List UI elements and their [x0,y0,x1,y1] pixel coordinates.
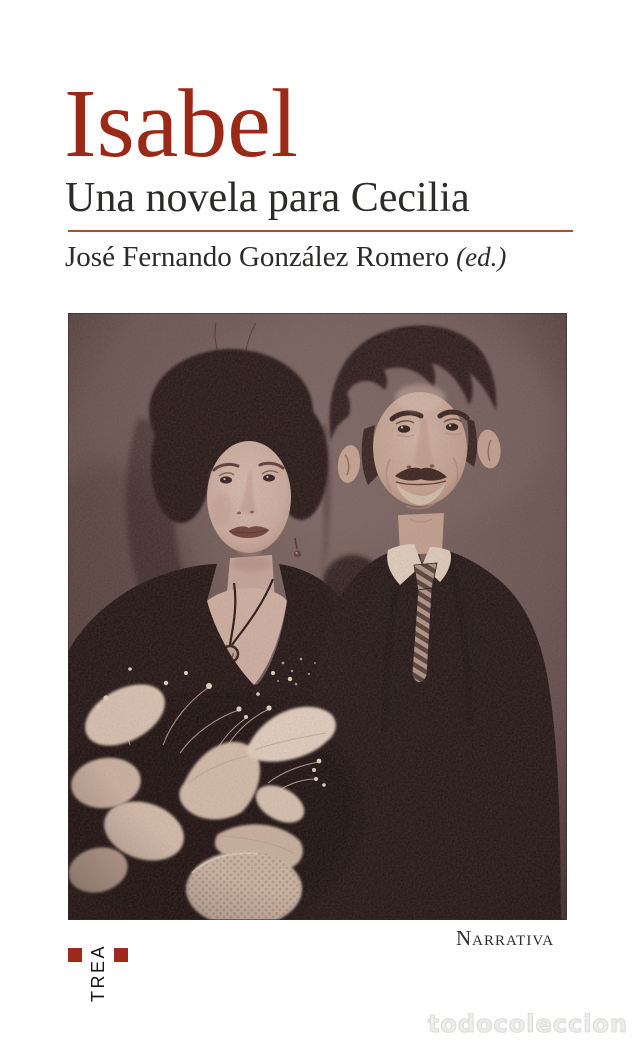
book-subtitle: Una novela para Cecilia [65,175,470,221]
editor-label: (ed.) [456,242,507,272]
author-name: José Fernando González Romero [65,241,450,273]
logo-square-right [114,948,128,962]
cover-photo-illustration [68,313,567,920]
divider-rule [68,230,573,232]
cover-photo [68,313,567,920]
logo-square-left [68,948,82,962]
watermark: todocoleccion [427,1010,628,1038]
photo-grain [68,313,567,920]
author-line [65,243,506,272]
book-title: Isabel [64,70,298,178]
publisher-name: TREA [88,943,108,1002]
publisher-logo [68,943,134,1010]
collection-label: Narrativa [456,926,555,950]
